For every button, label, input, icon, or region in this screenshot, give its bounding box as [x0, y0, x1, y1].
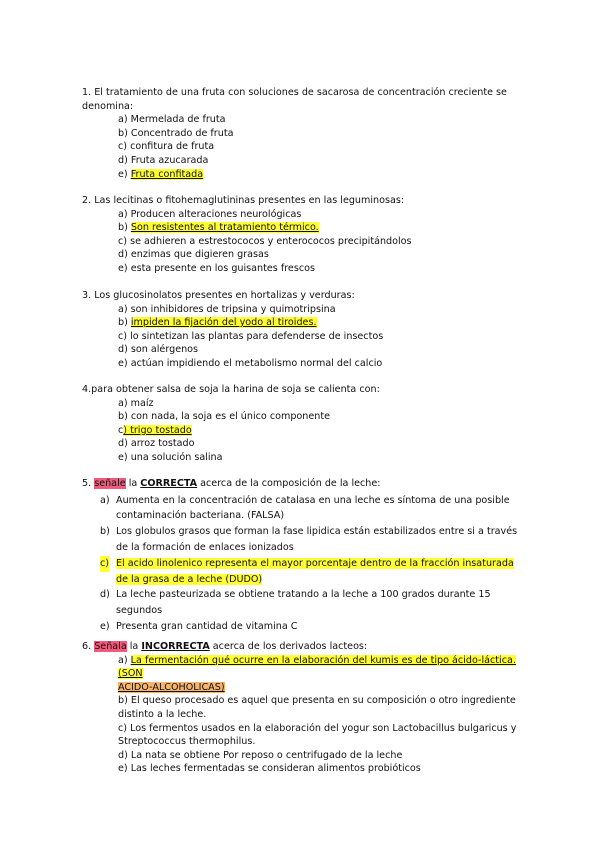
question-2-option-e: e) esta presente en los guisantes frescos — [118, 262, 315, 274]
question-5-option-e-letter: e) — [100, 620, 110, 632]
question-2-option-b — [118, 221, 522, 235]
question-5 — [82, 477, 522, 635]
question-1 — [82, 86, 522, 181]
question-3-answer-highlight: impiden la fijación del yodo al tiroides. — [130, 317, 317, 329]
question-4-option-a: a) maíz — [118, 397, 154, 409]
question-4-option-c — [118, 424, 522, 438]
question-3-option-d: d) son alérgenos — [118, 344, 199, 356]
question-1-option-e-letter: e) — [118, 168, 131, 180]
question-5-option-d — [82, 587, 522, 619]
question-5-option-e — [82, 619, 522, 635]
question-6-la: la — [126, 641, 142, 652]
question-4-option-d: d) arroz tostado — [118, 438, 195, 450]
question-5-stem — [82, 477, 522, 491]
question-2-option-a: a) Producen alteraciones neurológicas — [118, 208, 302, 220]
question-6-option-a-letter: a) — [118, 654, 131, 666]
question-5-senale-highlight: señale — [94, 478, 126, 489]
question-5-option-a-text: Aumenta en la concentración de catalasa en una leche es síntoma de una posible contaminación bacteriana. (FALSA) — [116, 494, 510, 522]
question-1-option-b: b) Concentrado de fruta — [118, 127, 234, 139]
question-5-correcta: CORRECTA — [140, 478, 198, 489]
question-5-option-a — [82, 493, 522, 525]
question-1-option-e — [118, 168, 522, 182]
question-6-option-c: c) Los fermentos usados en la elaboración del yogur son Lactobacillus bulgaricus y Streptococcus thermophilus. — [118, 722, 517, 748]
question-6-incorrecta: INCORRECTA — [141, 641, 210, 652]
question-4-option-c-letter: c — [118, 424, 124, 436]
question-6-option-d: d) La nata se obtiene Por reposo o centrifugado de la leche — [118, 749, 403, 761]
question-6-answer-highlight: La fermentación qué ocurre en la elaboración del kumis es de tipo ácido-láctica. (SON — [118, 654, 516, 680]
question-1-stem: 1. El tratamiento de una fruta con soluciones de sacarosa de concentración creciente se denomina: — [82, 87, 507, 112]
question-6-number: 6. — [82, 641, 95, 652]
question-2-stem: 2. Las lecitinas o fitohemaglutininas presentes en las leguminosas: — [82, 195, 405, 206]
question-6-option-b: b) El queso procesado es aquel que presenta en su composición o otro ingrediente distinto a la leche. — [118, 695, 516, 720]
question-5-number: 5. — [82, 478, 95, 489]
question-5-answer-highlight: El acido linolenico representa el mayor porcentaje dentro de la fracción insaturada de la grasa de a leche (DUDO) — [116, 557, 514, 585]
question-1-option-c: c) confitura de fruta — [118, 141, 215, 153]
question-5-option-d-letter: d) — [100, 589, 110, 601]
question-6-option-a — [118, 654, 522, 695]
question-4-stem: 4.para obtener salsa de soja la harina de soja se calienta con: — [82, 384, 380, 395]
question-6-option-e: e) Las leches fermentadas se consideran alimentos probióticos — [118, 763, 421, 775]
question-5-option-b — [82, 524, 522, 556]
question-6-stem-rest: acerca de los derivados lacteos: — [209, 641, 368, 652]
question-5-option-c-letter: c) — [100, 556, 109, 572]
question-1-option-d: d) Fruta azucarada — [118, 154, 209, 166]
question-3-option-c: c) lo sintetizan las plantas para defenderse de insectos — [118, 330, 384, 342]
question-6-senala-highlight: Señala — [94, 641, 127, 652]
question-5-option-e-text: Presenta gran cantidad de vitamina C — [116, 620, 298, 632]
question-2-option-d: d) enzimas que digieren grasas — [118, 249, 269, 261]
question-6-stem — [82, 640, 522, 654]
question-2-option-b-letter: b) — [118, 222, 131, 234]
question-4-answer-highlight: ) trigo tostado — [123, 424, 192, 436]
question-3-option-b-letter: b) — [118, 317, 131, 329]
question-5-option-b-text: Los globulos grasos que forman la fase lipidica están estabilizados entre si a través de la formación de enlaces ionizados — [116, 526, 518, 553]
question-5-option-c — [82, 556, 522, 588]
question-3-option-a: a) son inhibidores de tripsina y quimotripsina — [118, 303, 336, 315]
question-3-option-e: e) actúan impidiendo el metabolismo normal del calcio — [118, 357, 383, 369]
question-5-stem-rest: acerca de la composición de la leche: — [197, 478, 381, 489]
question-5-la: la — [125, 478, 141, 489]
question-3 — [82, 289, 522, 371]
question-2-option-c: c) se adhieren a estrestococos y enterococos precipitándolos — [118, 235, 412, 247]
question-5-option-b-letter: b) — [100, 526, 110, 538]
question-3-stem: 3. Los glucosinolatos presentes en hortalizas y verduras: — [82, 290, 355, 301]
question-5-option-a-letter: a) — [100, 494, 110, 506]
question-5-option-d-text: La leche pasteurizada se obtiene tratando a la leche a 100 grados durante 15 segundos — [116, 589, 491, 617]
question-1-option-a: a) Mermelada de fruta — [118, 114, 226, 126]
question-2-answer-highlight: Son resistentes al tratamiento térmico. — [130, 222, 319, 234]
question-1-answer-highlight: Fruta confitada — [130, 168, 204, 180]
question-3-option-b — [118, 316, 522, 330]
question-6 — [82, 640, 522, 776]
question-4-option-e: e) una solución salina — [118, 451, 223, 463]
question-2 — [82, 194, 522, 276]
question-4-option-b: b) con nada, la soja es el único componente — [118, 411, 331, 423]
question-4 — [82, 383, 522, 465]
question-6-answer-note-highlight: ACIDO-ALCOHOLICAS) — [118, 681, 225, 693]
